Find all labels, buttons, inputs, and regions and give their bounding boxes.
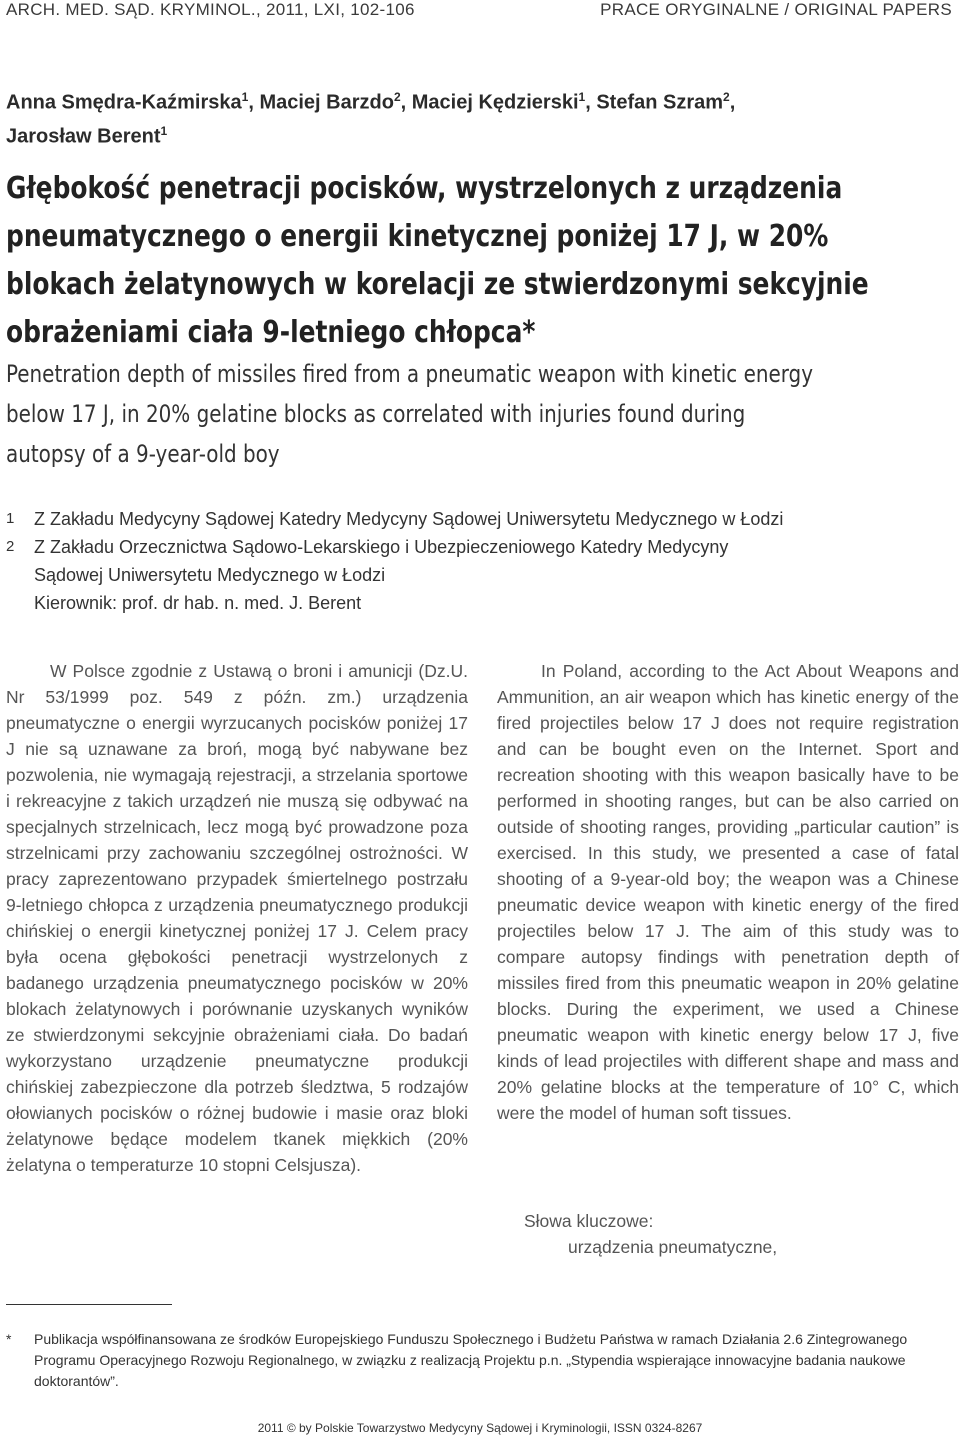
affiliation-ref: 1 bbox=[578, 90, 586, 104]
title-line: Penetration depth of missiles fired from a pneumatic weapon with kinetic energy bbox=[6, 360, 813, 388]
title-line: obrażeniami ciała 9-letniego chłopca* bbox=[6, 315, 536, 350]
title-line: below 17 J, in 20% gelatine blocks as correlated with injuries found during bbox=[6, 400, 746, 428]
abstract-text: In Poland, according to the Act About Weapons and Ammunition, an air weapon which has kinetic energy of the fired projectiles below 17 J does not require registration and can be bought even on the Internet. Sport and recreation shooting with this weapon basically have to be performed in shooting ranges, but can be also carried on outside of shooting ranges, providing „particular caution” is exercised. In this study, we presented a case of fatal shooting of a 9-year-old boy; the weapon was a Chinese pneumatic device weapon with kinetic energy of the fired projectiles below 17 J. The aim of this study was to compare autopsy findings with penetration depth of missiles fired from this pneumatic weapon in 20% gelatine blocks. During the experiment, we used a Chinese pneumatic weapon with kinetic energy below 17 J, five kinds of lead projectiles with different shape and mass and 20% gelatine blocks at the temperature of 10° C, which were the model of human soft tissues. bbox=[497, 661, 959, 1123]
author-name: , Maciej Kędzierski bbox=[400, 91, 579, 114]
affiliation-2-cont: Sądowej Uniwersytetu Medycznego w Łodzi bbox=[34, 565, 386, 585]
abstract-english bbox=[497, 658, 959, 1126]
affiliation-ref: 2 bbox=[723, 90, 730, 104]
keywords bbox=[524, 1208, 777, 1260]
footnote-text: Publikacja współfinansowana ze środków Europejskiego Funduszu Społecznego i Budżetu Państwa w ramach Działania 2.6 Zintegrowanego Programu Operacyjnego Rozwoju Regionalnego, w związku z realizacją Projektu p.n. „Stypendia wspierające innowacyjne badania naukowe doktorantów”. bbox=[34, 1331, 908, 1389]
footnote-divider bbox=[6, 1304, 172, 1305]
title-polish bbox=[6, 165, 952, 357]
abstract-polish bbox=[6, 658, 468, 1178]
footnote bbox=[6, 1329, 956, 1392]
author-name: , Maciej Barzdo bbox=[248, 91, 394, 114]
author-name: , Stefan Szram bbox=[585, 91, 724, 114]
title-line: pneumatycznego o energii kinetycznej poniżej 17 J, w 20% bbox=[6, 219, 829, 254]
keywords-value: urządzenia pneumatyczne, bbox=[568, 1237, 778, 1257]
author-separator: , bbox=[729, 91, 736, 114]
keywords-label: Słowa kluczowe: bbox=[524, 1211, 654, 1231]
affiliation-2 bbox=[6, 533, 956, 561]
author-name: Jarosław Berent bbox=[6, 125, 161, 148]
footnote-mark: * bbox=[6, 1331, 12, 1347]
affiliation-text: Z Zakładu Orzecznictwa Sądowo-Lekarskiego i Ubezpieczeniowego Katedry Medycyny bbox=[34, 537, 729, 557]
affiliation-ref: 1 bbox=[160, 123, 168, 138]
title-line: Głębokość penetracji pocisków, wystrzelonych z urządzenia bbox=[6, 171, 843, 206]
title-english bbox=[6, 354, 944, 474]
affiliation-number: 2 bbox=[6, 538, 15, 555]
copyright-line: 2011 © by Polskie Towarzystwo Medycyny Sądowej i Kryminologii, ISSN 0324-8267 bbox=[257, 1421, 703, 1435]
affiliation-1 bbox=[6, 505, 956, 533]
department-head: Kierownik: prof. dr hab. n. med. J. Berent bbox=[34, 593, 362, 613]
affiliations bbox=[6, 505, 956, 617]
affiliation-number: 1 bbox=[6, 510, 15, 527]
title-line: blokach żelatynowych w korelacji ze stwierdzonymi sekcyjnie bbox=[6, 267, 869, 302]
title-line: autopsy of a 9-year-old boy bbox=[6, 440, 280, 468]
journal-citation: ARCH. MED. SĄD. KRYMINOL., 2011, LXI, 102-106 bbox=[6, 0, 415, 19]
section-label: PRACE ORYGINALNE / ORIGINAL PAPERS bbox=[600, 0, 952, 19]
author-list bbox=[6, 83, 946, 150]
affiliation-ref: 1 bbox=[241, 90, 249, 104]
affiliation-text: Z Zakładu Medycyny Sądowej Katedry Medycyny Sądowej Uniwersytetu Medycznego w Łodzi bbox=[34, 509, 784, 529]
affiliation-ref: 2 bbox=[393, 90, 401, 104]
abstract-text: W Polsce zgodnie z Ustawą o broni i amunicji (Dz.U. Nr 53/1999 poz. 549 z późn. zm.) urządzenia pneumatyczne o energii wyrzucanych pocisków poniżej 17 J nie są uznawane za broń, mogą być nabywane bez pozwolenia, nie wymagają rejestracji, a strzelania sportowe i rekreacyjne z takich urządzeń nie muszą się odbywać na specjalnych strzelnicach, lecz mogą być prowadzone poza strzelnicami przy zachowaniu szczególnej ostrożności. W pracy zaprezentowano przypadek śmiertelnego postrzału 9-letniego chłopca z urządzenia pneumatycznego produkcji chińskiej o energii kinetycznej poniżej 17 J. Celem pracy była ocena głębokości penetracji wystrzelonych z badanego urządzenia pneumatycznego pocisków w 20% blokach żelatynowych i porównanie uzyskanych wyników ze stwierdzonymi sekcyjnie obrażeniami ciała. Do badań wykorzystano urządzenie pneumatyczne produkcji chińskiej zabezpieczone dla potrzeb śledztwa, 5 rodzajów ołowianych pocisków o różnej budowie i masie oraz bloki żelatynowe będące modelem tkanek miękkich (20% żelatyna o temperaturze 10 stopni Celsjusza). bbox=[6, 661, 468, 1175]
author-name: Anna Smędra-Kaźmirska bbox=[6, 91, 242, 114]
